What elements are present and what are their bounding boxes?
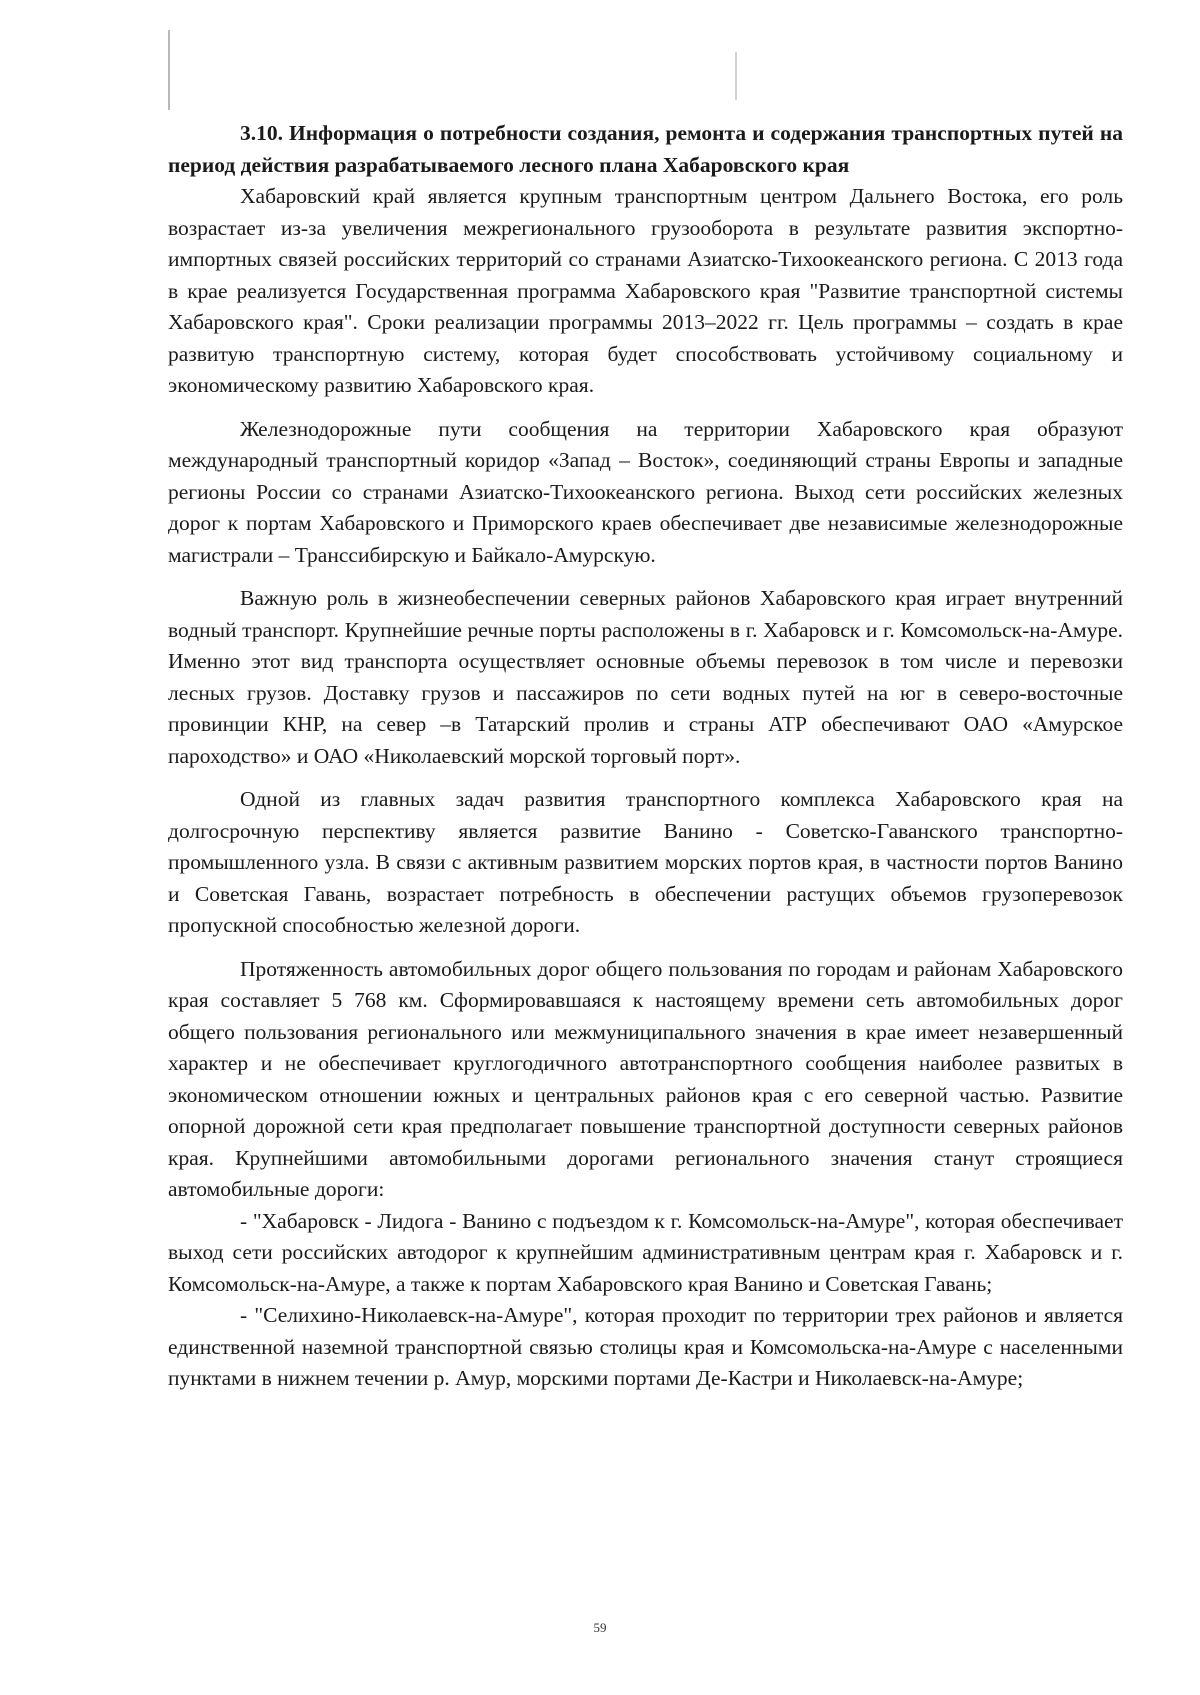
list-item-road-selikhino: - "Селихино-Николаевск-на-Амуре", которая проходит по территории трех районов и является единственной наземной транспортной связью столицы края и Комсомольска-на-Амуре с населенными пунктами в нижнем течении р. Амур, морскими портами Де-Кастри и Николаевск-на-Амуре; xyxy=(168,1303,1123,1390)
paragraph-roads: Протяженность автомобильных дорог общего пользования по городам и районам Хабаровского края составляет 5 768 км. Сформировавшаяся к настоящему времени сеть автомобильных дорог общего пользования регионального или межмуниципального значения в крае имеет незавершенный характер и не обеспечивает круглогодичного автотранспортного сообщения наиболее развитых в экономическом отношении южных и центральных районов края с его северной частью. Развитие опорной дорожной сети края предполагает повышение транспортной доступности северных районов края. Крупнейшими автомобильными дорогами регионального значения станут строящиеся автомобильные дороги: xyxy=(168,956,1123,1201)
document-body xyxy=(168,118,1123,1395)
paragraph-water-transport: Важную роль в жизнеобеспечении северных районов Хабаровского края играет внутренний водный транспорт. Крупнейшие речные порты расположены в г. Хабаровск и г. Комсомольск-на-Амуре. Именно этот вид транспорта осуществляет основные объемы перевозок в том числе и перевозки лесных грузов. Доставку грузов и пассажиров по сети водных путей на юг в северо-восточные провинции КНР, на север –в Татарский пролив и страны АТР обеспечивают ОАО «Амурское пароходство» и ОАО «Николаевский морской торговый порт». xyxy=(168,586,1123,768)
page-number: 59 xyxy=(593,1620,607,1635)
paragraph-transport-center: Хабаровский край является крупным транспортным центром Дальнего Востока, его роль возрастает из-за увеличения межрегионального грузооборота в результате развития экспортно-импортных связей российских территорий со странами Азиатско-Тихоокеанского региона. С 2013 года в крае реализуется Государственная программа Хабаровского края "Развитие транспортной системы Хабаровского края". Сроки реализации программы 2013–2022 гг. Цель программы – создать в крае развитую транспортную систему, которая будет способствовать устойчивому социальному и экономическому развитию Хабаровского края. xyxy=(168,184,1123,397)
section-heading: 3.10. Информация о потребности создания, ремонта и содержания транспортных путей на период действия разрабатываемого лесного плана Хабаровского края xyxy=(168,121,1123,177)
list-item-road-khabarovsk-lidoga: - "Хабаровск - Лидога - Ванино с подъездом к г. Комсомольск-на-Амуре", которая обеспечивает выход сети российских автодорог к крупнейшим административным центрам края г. Хабаровск и г. Комсомольск-на-Амуре, а также к портам Хабаровского края Ванино и Советская Гавань; xyxy=(168,1208,1123,1296)
scan-artifact-mid xyxy=(735,52,737,100)
paragraph-railways: Железнодорожные пути сообщения на территории Хабаровского края образуют международный транспортный коридор «Запад – Восток», соединяющий страны Европы и западные регионы России со странами Азиатско-Тихоокеанского региона. Выход сети российских железных дорог к портам Хабаровского и Приморского краев обеспечивает две независимые железнодорожные магистрали – Транссибирскую и Байкало-Амурскую. xyxy=(168,416,1123,567)
scan-artifact-left xyxy=(168,30,170,110)
paragraph-vanino-hub: Одной из главных задач развития транспортного комплекса Хабаровского края на долгосрочную перспективу является развитие Ванино - Советско-Гаванского транспортно-промышленного узла. В связи с активным развитием морских портов края, в частности портов Ванино и Советская Гавань, возрастает потребность в обеспечении растущих объемов грузоперевозок пропускной способностью железной дороги. xyxy=(168,787,1123,937)
